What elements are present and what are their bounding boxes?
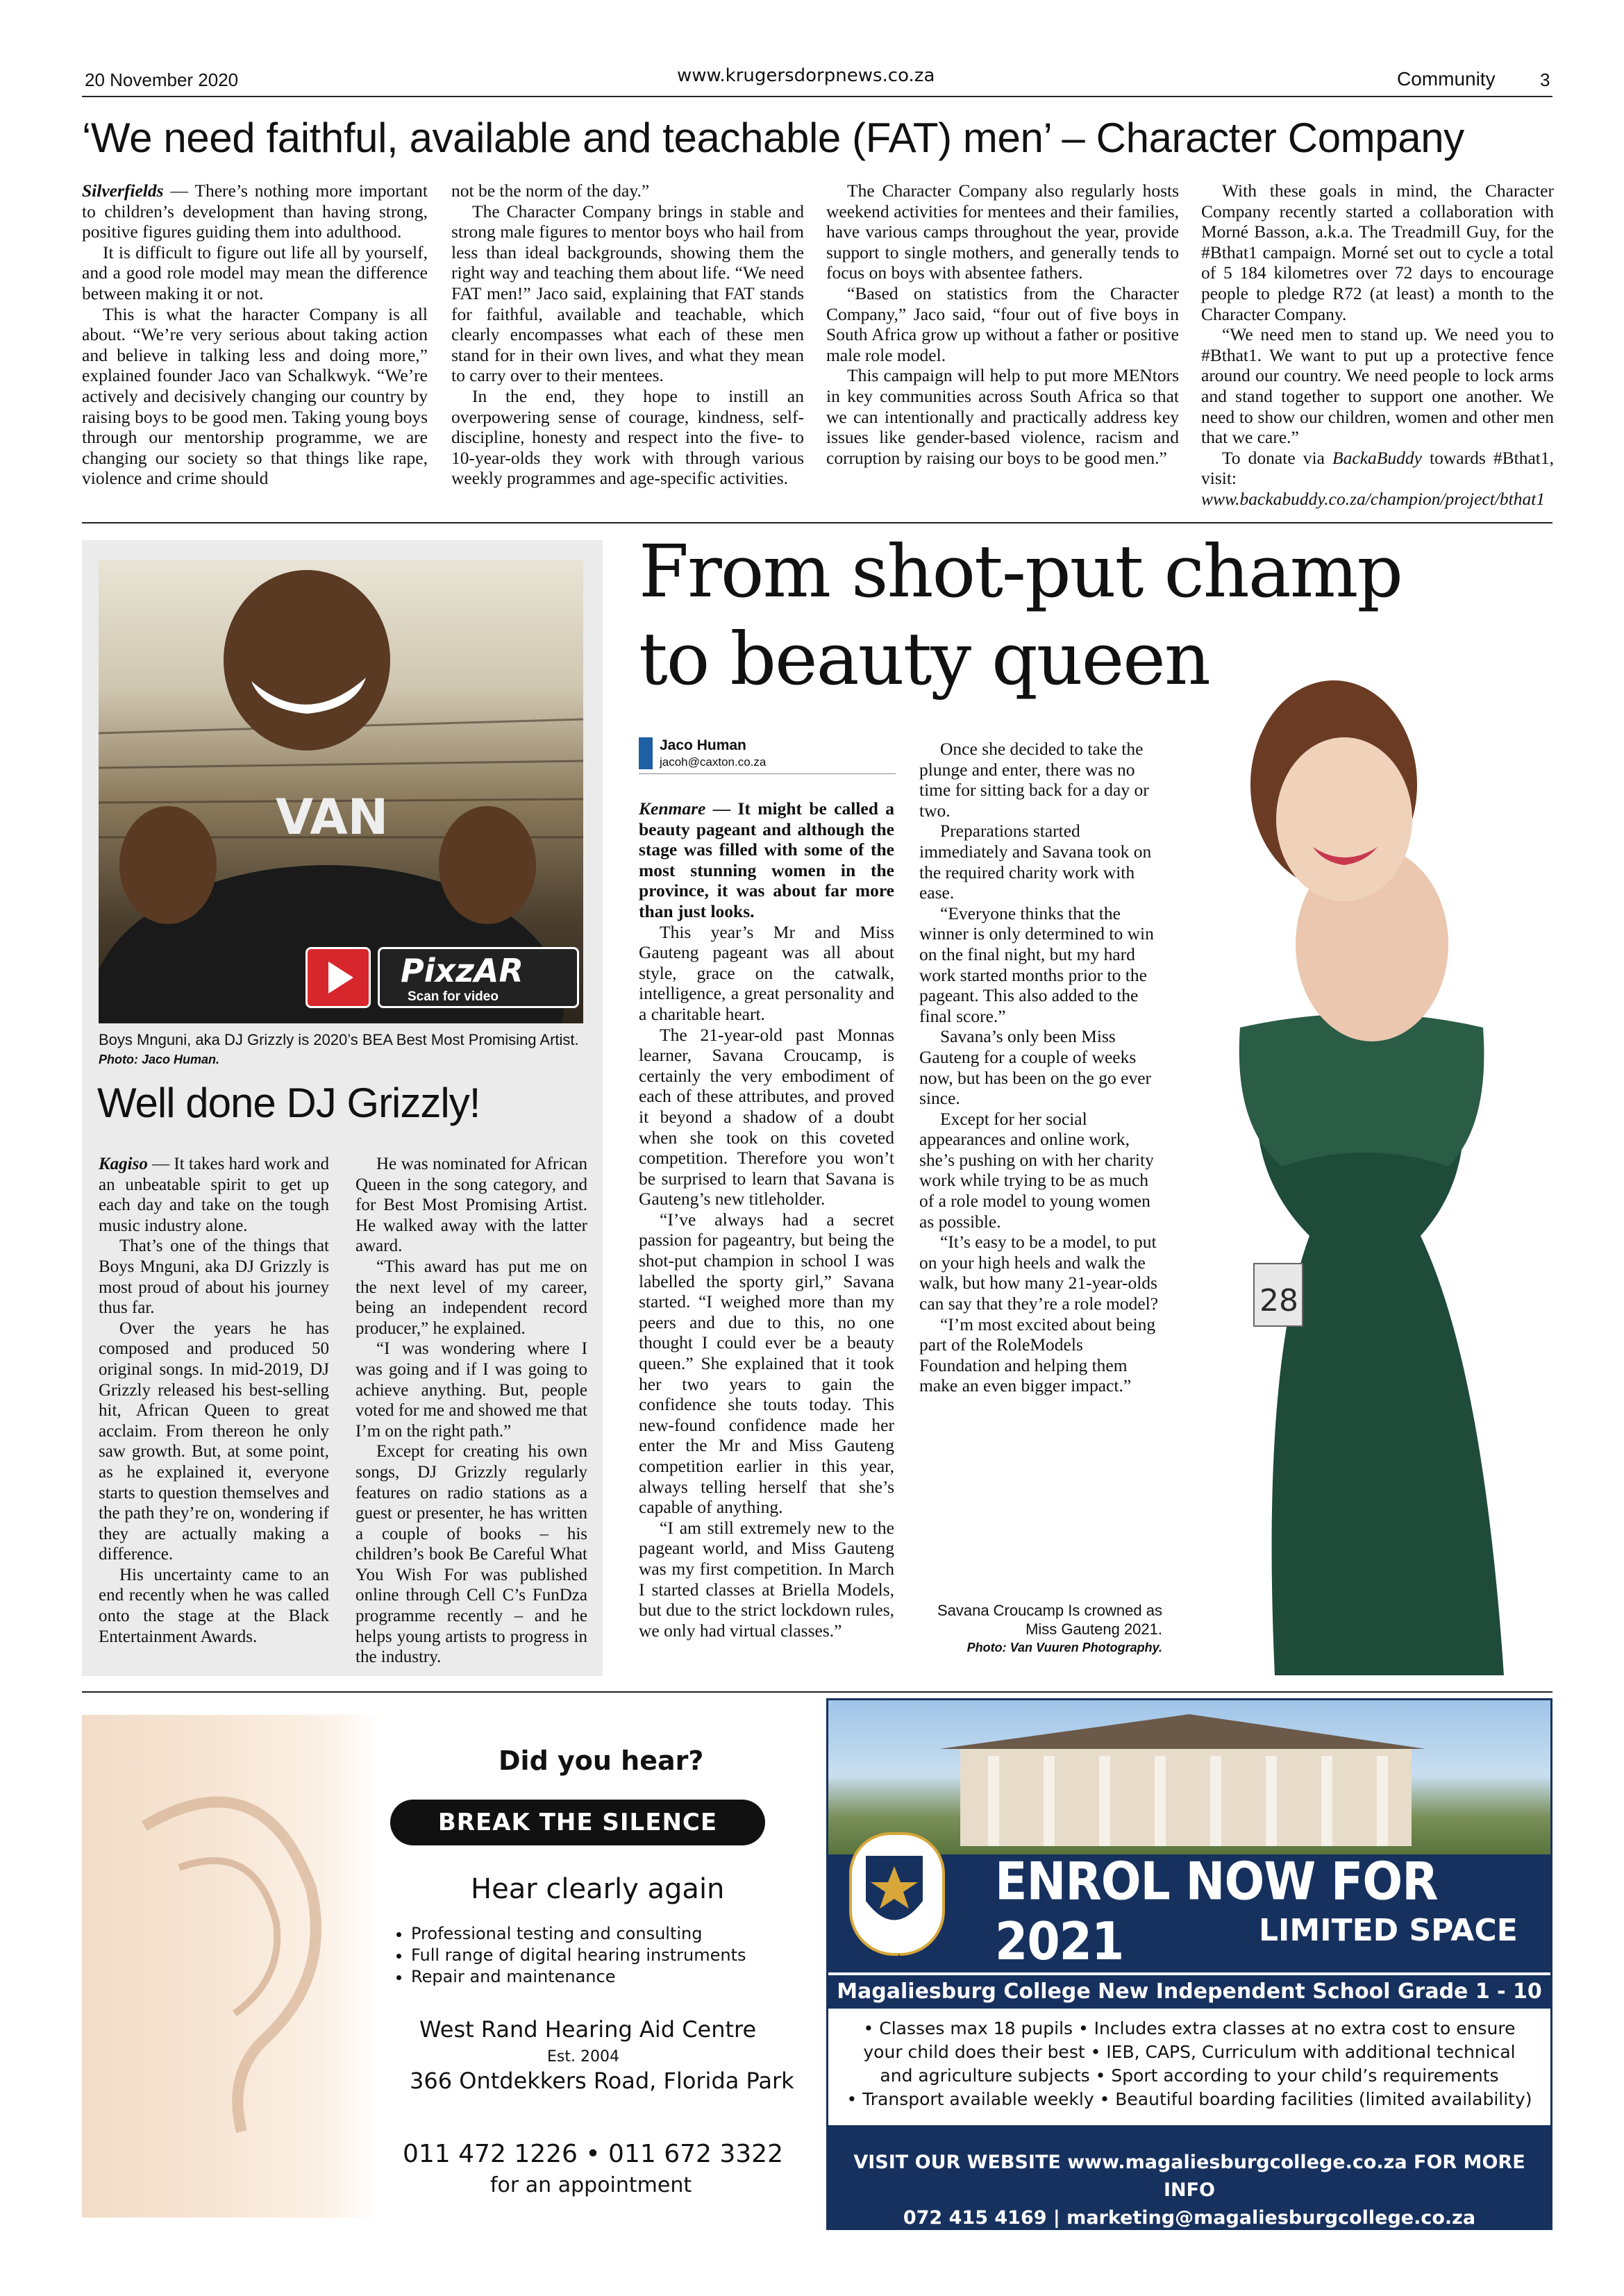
dj-photo-caption: Boys Mnguni, aka DJ Grizzly is 2020’s BEA Best Most Promising Artist. Photo: Jaco Human.: [99, 1031, 579, 1066]
college-building-photo: [828, 1700, 1550, 1867]
college-contact[interactable]: 072 415 4169 | marketing@magaliesburgcollege.co.za: [903, 2207, 1476, 2229]
dj-col2: He was nominated for African Queen in the song category, and for Best Most Promising Artist. He walked away with the latter award. “This award has put me on the next level of my career, being an independent record producer,” he explained. “I was wondering where I was going and if I was going to achieve anything. But, people voted for me and showed me that I’m on the right path.” Except for creating his own songs, DJ Grizzly regularly features on radio stations as a guest or presenter, he has written a couple of books – his children’s book Be Careful What You Wish For was published online through Cell C’s FunDza programme recently – and he helps young artists to progress in the industry.: [355, 1155, 587, 1667]
page-website[interactable]: www.krugersdorpnews.co.za: [677, 65, 935, 86]
section-label: Community: [1397, 68, 1496, 90]
hearing-established: Est. 2004: [547, 2048, 619, 2065]
ear-image: [82, 1715, 380, 2218]
pixzar-scan-text: Scan for video: [408, 989, 499, 1004]
pixzar-badge[interactable]: [305, 947, 580, 1009]
play-icon-box[interactable]: [305, 947, 371, 1008]
pixzar-logo-box[interactable]: [378, 947, 579, 1008]
college-crest-icon: [849, 1832, 945, 1956]
contestant-number: 28: [1259, 1283, 1298, 1318]
college-footer[interactable]: [828, 2125, 1550, 2229]
hear-clearly: Hear clearly again: [471, 1873, 725, 1905]
hearing-appointment: for an appointment: [490, 2173, 692, 2197]
byline-rule: [639, 773, 896, 774]
dj-headline: Well done DJ Grizzly!: [97, 1080, 480, 1126]
ads-top-rule: [82, 1691, 1552, 1693]
service-item: • Full range of digital hearing instruments: [411, 1945, 793, 1966]
article1-col2: not be the norm of the day.” The Character Company brings in stable and strong male figures to mentor boys who hail from less than ideal backgrounds, showing them the right way and teaching them about life. “We need FAT men!” Jaco said, explaining that FAT stands for faithful, available and teachable, which clearly encompasses what each of these men stand for in their own lives, and what they mean to carry over to their mentees. In the end, they hope to instill an overpowering sense of courage, kindness, self-discipline, honesty and respect into the five- to 10-year-olds they work with through various weekly programmes and age-specific activities.: [451, 181, 804, 489]
hearing-ad[interactable]: [82, 1715, 804, 2218]
byline-email[interactable]: jacoh@caxton.co.za: [660, 755, 767, 769]
building-icon: [828, 1700, 1550, 1867]
college-website[interactable]: VISIT OUR WEBSITE www.magaliesburgcollege.co.za FOR MORE INFO: [853, 2152, 1525, 2201]
pixzar-logo: PixzAR: [401, 952, 524, 989]
college-banner: Magaliesburg College New Independent School Grade 1 - 10: [828, 1975, 1550, 2009]
byline-marker: [639, 737, 653, 769]
did-you-hear: Did you hear?: [499, 1745, 704, 1776]
beauty-headline: From shot-put champ to beauty queen: [639, 529, 1402, 701]
shirt-logo: VAN: [276, 789, 389, 846]
beauty-dateline: Kenmare: [639, 798, 706, 819]
break-silence-banner: BREAK THE SILENCE: [390, 1800, 765, 1845]
dj-dateline: Kagiso: [99, 1155, 148, 1173]
article1-col1: Silverfields — There’s nothing more important to children’s development than having strong, positive figures guiding them into adulthood. It is difficult to figure out life all by yourself, and a good role model may mean the difference between making it or not. This is what the haracter Company is all about. “We’re very serious about taking action and believe in talking less and doing more,” explained founder Jaco van Schalkwyk. “We’re actively and decisively changing our country by raising boys to be good men. Taking young boys through our mentorship programme, we are changing our society so that things like rape, violence and crime should: [82, 181, 428, 489]
dj-col1: Kagiso — It takes hard work and an unbeatable spirit to get up each day and take on the tough music industry alone. That’s one of the things that Boys Mnguni, aka DJ Grizzly is most proud of about his journey thus far. Over the years he has composed and produced 50 original songs. In mid-2019, DJ Grizzly released his best-selling hit, African Queen to great acclaim. From thereon he only saw growth. But, at some point, as he explained it, everyone starts to question themselves and the path they’re on, wondering if they are actually making a difference. His uncertainty came to an end recently when he was called onto the stage at the Black Entertainment Awards.: [99, 1155, 329, 1646]
dj-photo-credit: Photo: Jaco Human.: [99, 1053, 220, 1066]
service-item: • Professional testing and consulting: [411, 1923, 793, 1945]
article1-col4: With these goals in mind, the Character Company recently started a collaboration with Morné Basson, a.k.a. The Treadmill Guy, for the #Bthat1 campaign. Morné set out to cycle a total of 5 184 kilometres over 72 days to encourage people to pledge R72 (at least) a month to the Character Company. “We need men to stand up. We need you to #Bthat1. We want to put up a protective fence around our country. We need people to lock arms and stand together to support one another. We need to show our children, women and other men that we care.” To donate via BackaBuddy towards #Bthat1, visit: www.backabuddy.co.za/champion/project/bthat1: [1201, 181, 1555, 509]
hearing-company: West Rand Hearing Aid Centre: [419, 2016, 757, 2043]
donate-link[interactable]: www.backabuddy.co.za/champion/project/bthat1: [1201, 488, 1546, 509]
header-rule: [82, 96, 1552, 97]
hearing-address: 366 Ontdekkers Road, Florida Park: [410, 2068, 794, 2094]
college-logo-text: Magaliesburg College: [845, 1953, 973, 1968]
limited-space: LIMITED SPACE: [1259, 1913, 1518, 1948]
savana-caption: Savana Croucamp Is crowned as Miss Gauteng 2021. Photo: Van Vuuren Photography.: [903, 1601, 1162, 1657]
savana-illustration: [1157, 639, 1552, 1675]
article1-col3: The Character Company also regularly hosts weekend activities for mentees and their families, have various camps throughout the year, provide support to single mothers, and generally tends to focus on boys with absentee fathers. “Based on statistics from the Character Company,” Jaco said, “four out of five boys in South Africa grow up without a father or positive male role model. This campaign will help to put more MENtors in key communities across South Africa so that we can intentionally and practically address key issues like gender-based violence, racism and corruption by raising our boys to be good men.”: [826, 181, 1179, 468]
article1-headline: ‘We need faithful, available and teachable (FAT) men’ – Character Company: [82, 115, 1464, 161]
service-item: • Repair and maintenance: [411, 1966, 793, 1988]
college-features: • Classes max 18 pupils • Includes extra classes at no extra cost to ensure your child does their best • IEB, CAPS, Curriculum with additional technical and agriculture subjects • Sport according to your child’s requirements • Transport available weekly • Beautiful boarding facilities (limited availability): [846, 2018, 1532, 2109]
beauty-col1: Kenmare — It might be called a beauty pageant and although the stage was filled with some of the most stunning women in the province, it was about far more than just looks. This year’s Mr and Miss Gauteng pageant was all about style, grace on the catwalk, intelligence, a great personality and a charitable heart. The 21-year-old past Monnas learner, Savana Croucamp, is certainly the very embodiment of each of these attributes, and proved it beyond a shadow of a doubt when she took on this coveted competition. Therefore you won’t be surprised to learn that Savana is Gauteng’s new titleholder. “I’ve always had a secret passion for pageantry, but being the shot-put champion in school I was labelled the sporty girl,” Savana started. “I weighed more than my peers and due to this, no one thought I could ever be a beauty queen.” She explained that it took her two years to gain the confidence she touts today. This new-found confidence made her enter the Mr and Miss Gauteng competition earlier in this year, always telling herself that she’s capable of anything. “I am still extremely new to the pageant world, and Miss Gauteng was my first competition. In March I started classes at Briella Models, but due to the strict lockdown rules, we only had virtual classes.”: [639, 798, 894, 1641]
page-number: 3: [1540, 69, 1550, 90]
byline-name: Jaco Human: [660, 737, 746, 753]
savana-photo-credit: Photo: Van Vuuren Photography.: [966, 1641, 1162, 1654]
play-icon: [308, 949, 369, 1006]
article1-bottom-rule: [82, 522, 1552, 523]
ear-icon: [82, 1715, 380, 2218]
savana-photo: [1157, 639, 1552, 1675]
page-date: 20 November 2020: [85, 69, 239, 90]
article1-dateline: Silverfields: [82, 181, 164, 201]
college-ad[interactable]: [826, 1698, 1552, 2230]
hearing-phones[interactable]: 011 472 1226 • 011 672 3322: [403, 2140, 783, 2168]
beauty-col2: Once she decided to take the plunge and enter, there was no time for sitting back for a day or two. Preparations started immediately and Savana took on the required charity work with ease. “Everyone thinks that the winner is only determined to win on the final night, but my hard work started months prior to the pageant. This also added to the final score.” Savana’s only been Miss Gauteng for a couple of weeks now, but has been on the go ever since. Except for her social appearances and online work, she’s pushing on with her charity work while trying to be as much of a role model to young women as possible. “It’s easy to be a model, to put on your high heels and walk the walk, but how many 21-year-olds can say that they’re a role model? “I’m most excited about being part of the RoleModels Foundation and helping them make an even bigger impact.”: [919, 739, 1159, 1396]
hearing-services: [390, 1923, 793, 1988]
enrol-headline: ENROL NOW FOR 2021: [995, 1852, 1438, 1972]
